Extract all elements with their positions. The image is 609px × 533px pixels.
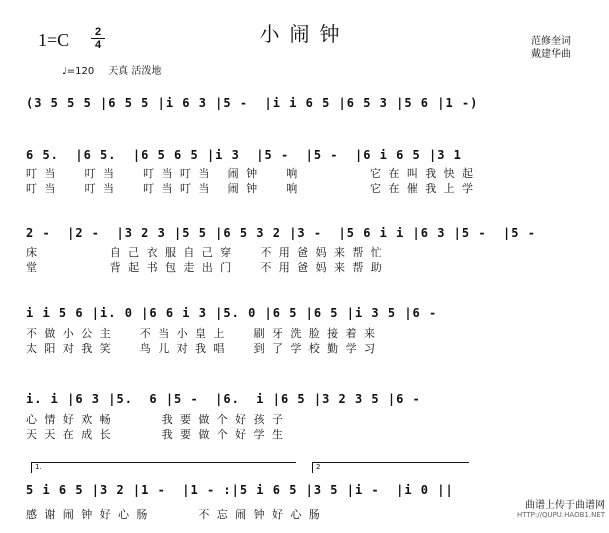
volta-first-ending: 1. [31,462,296,473]
lyric-verse-1: 不做小公主 不当小皇上 刷牙洗脸接着来 [26,327,383,340]
lyric-verse-1: 床 自己衣服自己穿 不用爸妈来帮忙 [26,246,390,259]
notation-line: 2 - |2 - |3 2 3 |5 5 |6 5 3 2 |3 - |5 6 i i |6 3 |5 - |5 - [26,226,536,240]
composer-credit: 戴建华曲 [531,49,571,60]
notation-line: 5 i 6 5 |3 2 |1 - |1 - :|5 i 6 5 |3 5 |i - |i 0 || [26,483,454,497]
tempo-marking [62,62,161,77]
site-watermark [517,496,605,519]
notation-line: 6 5. |6 5. |6 5 6 5 |i 3 |5 - |5 - |6 i 6 5 |3 1 [26,148,462,162]
watermark-url: HTTP://QUPU.HAOB1.NET [516,511,605,519]
tempo-bpm: ♩=120 [62,66,95,77]
watermark-text: 曲谱上传于曲谱网 [525,500,605,511]
notation-line: (3 5 5 5 |6 5 5 |i 6 3 |5 - |i i 6 5 |6 5 3 |5 6 |1 -) [26,96,479,110]
lyric-verse-2: 堂 背起书包走出门 不用爸妈来帮助 [26,261,390,274]
meter-bottom: 4 [94,39,102,51]
volta-second-ending: 2 [312,462,469,473]
lyric-verse: 感谢闹钟好心肠 不忘闹钟好心肠 [26,508,328,521]
tempo-style: 天真 活泼地 [108,66,162,77]
time-signature [90,26,106,51]
notation-line: i. i |6 3 |5. 6 |5 - |6. i |6 5 |3 2 3 5 |6 - [26,392,421,406]
notation-line: i i 5 6 |i. 0 |6 6 i 3 |5. 0 |6 5 |6 5 |i 3 5 |6 - [26,306,438,320]
lyric-verse-2: 叮当 叮当 叮当叮当 闹钟 响 它在催我上学 [26,182,481,195]
credits [531,35,571,61]
song-title: 小闹钟 [259,22,350,46]
key-signature: 1=C [38,30,70,50]
meter-top: 2 [94,26,102,38]
lyric-verse-2: 太阳对我笑 鸟儿对我唱 到了学校勤学习 [26,342,383,355]
lyricist-credit: 范修奎词 [531,36,571,47]
lyric-verse-1: 叮当 叮当 叮当叮当 闹钟 响 它在叫我快起 [26,167,481,180]
lyric-verse-1: 心情好欢畅 我要做个好孩子 [26,413,291,426]
lyric-verse-2: 天天在成长 我要做个好学生 [26,428,291,441]
